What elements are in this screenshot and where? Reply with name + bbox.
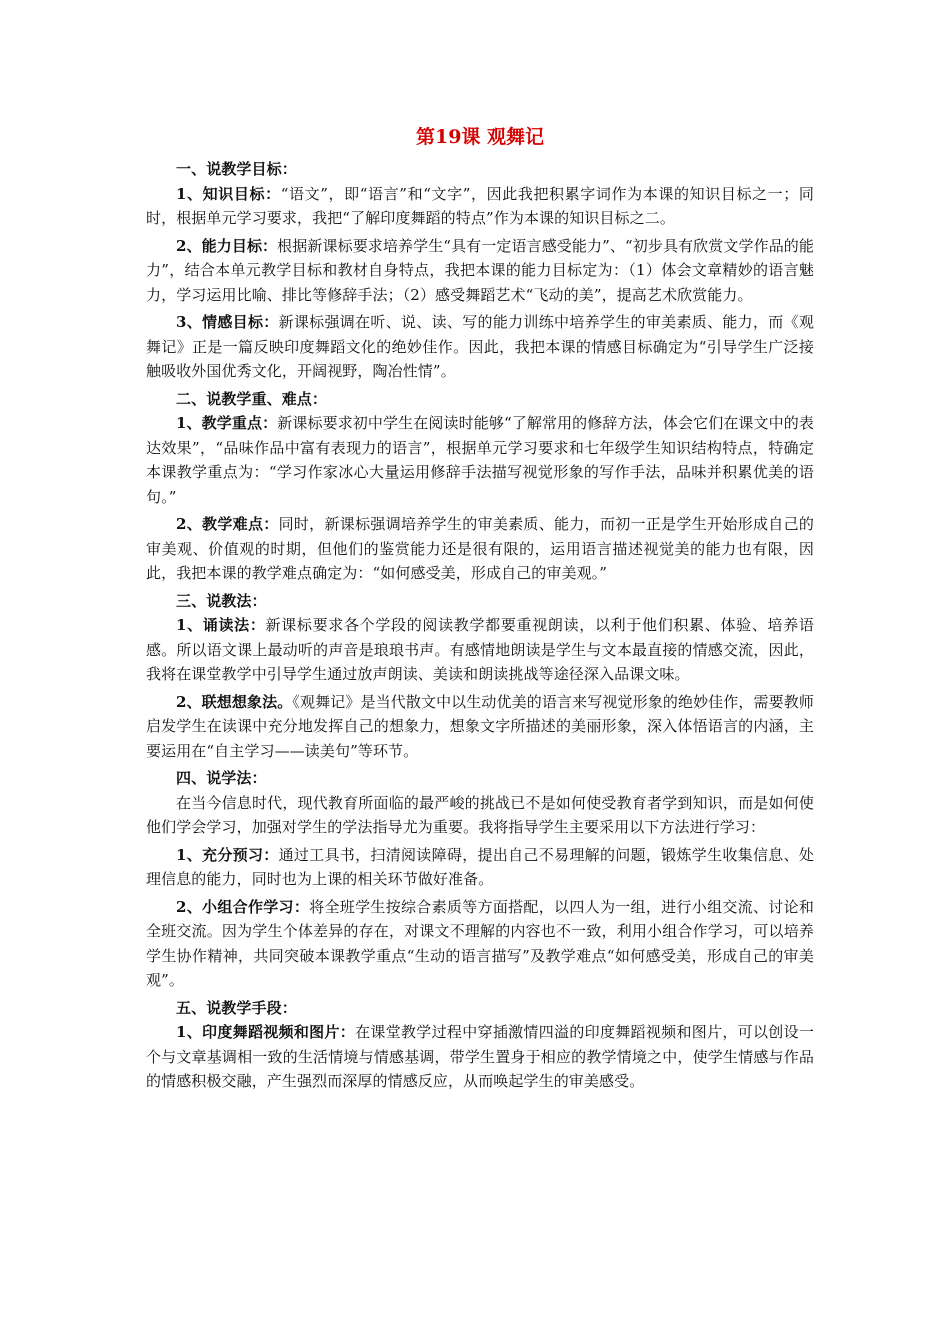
- paragraph-text: 将全班学生按综合素质等方面搭配，以四人为一组，进行小组交流、讨论和全班交流。因为学生个体差异的存在，对课文不理解的内容也不一致，利用小组合作学习，可以培养学生协作精神，共同突破本课教学重点“生动的语言描写”及教学难点“如何感受美，形成自己的审美观”。: [146, 897, 814, 989]
- paragraph: [146, 310, 814, 384]
- paragraph-label: 1、充分预习：: [176, 845, 279, 864]
- paragraph: [146, 234, 814, 308]
- paragraph-text: 根据新课标要求培养学生“具有一定语言感受能力”、“初步具有欣赏文学作品的能力”，结合本单元教学目标和教材自身特点，我把本课的能力目标定为：（1）体会文章精妙的语言魅力，学习运用比喻、排比等修辞手法；（2）感受舞蹈艺术“飞动的美”，提高艺术欣赏能力。: [146, 236, 814, 304]
- paragraph-text: 新课标要求各个学段的阅读教学都要重视朗读，以利于他们积累、体验、培养语感。所以语文课上最动听的声音是琅琅书声。有感情地朗读是学生与文本最直接的情感交流，因此，我将在课堂教学中引导学生通过放声朗读、美读和朗读挑战等途径深入品课文味。: [146, 616, 814, 683]
- paragraph: [146, 690, 814, 764]
- paragraph-label: 2、小组合作学习：: [176, 897, 310, 916]
- paragraph-text: 新课标要求初中学生在阅读时能够“了解常用的修辞方法，体会它们在课文中的表达效果”，“品味作品中富有表现力的语言”，根据单元学习要求和七年级学生知识结构特点，特确定本课教学重点为：“学习作家冰心大量运用修辞手法描写视觉形象的写作手法，品味并积累优美的语句。”: [146, 414, 814, 506]
- paragraph: [146, 843, 814, 892]
- paragraph: [146, 411, 814, 509]
- paragraph-label: 2、教学难点：: [176, 515, 279, 533]
- section-heading: 三、说教法：: [176, 591, 267, 610]
- section-heading: 二、说教学重、难点：: [176, 389, 328, 408]
- section-heading: 五、说教学手段：: [176, 998, 297, 1017]
- paragraph: [146, 512, 814, 586]
- paragraph-label: 1、诵读法：: [176, 616, 266, 634]
- paragraph: [146, 182, 814, 231]
- paragraph-label: 2、能力目标：: [176, 236, 278, 255]
- paragraph-text: 通过工具书，扫清阅读障碍，提出自己不易理解的问题，锻炼学生收集信息、处理信息的能力，同时也为上课的相关环节做好准备。: [146, 845, 814, 888]
- paragraph: [146, 613, 814, 687]
- paragraph: [146, 791, 814, 840]
- paragraph-text: 在当今信息时代，现代教育所面临的最严峻的挑战已不是如何使受教育者学到知识，而是如何使他们学会学习，加强对学生的学法指导尤为重要。我将指导学生主要采用以下方法进行学习：: [146, 793, 814, 836]
- document-page: [146, 120, 814, 1097]
- page-title: 第19课 观舞记: [415, 126, 545, 148]
- paragraph-label: 1、知识目标：: [176, 184, 281, 203]
- paragraph: [146, 895, 814, 993]
- paragraph-label: 3、情感目标：: [176, 313, 279, 331]
- paragraph-text: “语文”，即“语言”和“文字”，因此我把积累字词作为本课的知识目标之一；同时，根据单元学习要求，我把“了解印度舞蹈的特点”作为本课的知识目标之二。: [146, 184, 815, 227]
- paragraph-text: 在课堂教学过程中穿插激情四溢的印度舞蹈视频和图片，可以创设一个与文章基调相一致的生活情境与情感基调，带学生置身于相应的教学情境之中，使学生情感与作品的情感积极交融，产生强烈而深厚的情感反应，从而唤起学生的审美感受。: [146, 1023, 814, 1090]
- paragraph-text: 同时，新课标强调培养学生的审美素质、能力，而初一正是学生开始形成自己的审美观、价值观的时期，但他们的鉴赏能力还是很有限的，运用语言描述视觉美的能力也有限，因此，我把本课的教学难点确定为：“如何感受美，形成自己的审美观。”: [146, 515, 814, 582]
- paragraph-label: 1、印度舞蹈视频和图片：: [176, 1023, 356, 1041]
- paragraph-text: 《观舞记》是当代散文中以生动优美的语言来写视觉形象的绝妙佳作，需要教师启发学生在读课中充分地发挥自己的想象力，想象文字所描述的美丽形象，深入体悟语言的内涵，主要运用在“自主学习——读美句”等环节。: [146, 692, 814, 760]
- paragraph-text: 新课标强调在听、说、读、写的能力训练中培养学生的审美素质、能力，而《观舞记》正是一篇反映印度舞蹈文化的绝妙佳作。因此，我把本课的情感目标确定为“引导学生广泛接触吸收外国优秀文化，开阔视野，陶冶性情”。: [146, 313, 814, 380]
- paragraph-label: 1、教学重点：: [176, 414, 278, 432]
- section-heading: 四、说学法：: [176, 769, 267, 787]
- paragraph: [146, 1020, 814, 1094]
- paragraph-label: 2、联想想象法。: [176, 692, 293, 711]
- section-heading: 一、说教学目标：: [176, 160, 297, 178]
